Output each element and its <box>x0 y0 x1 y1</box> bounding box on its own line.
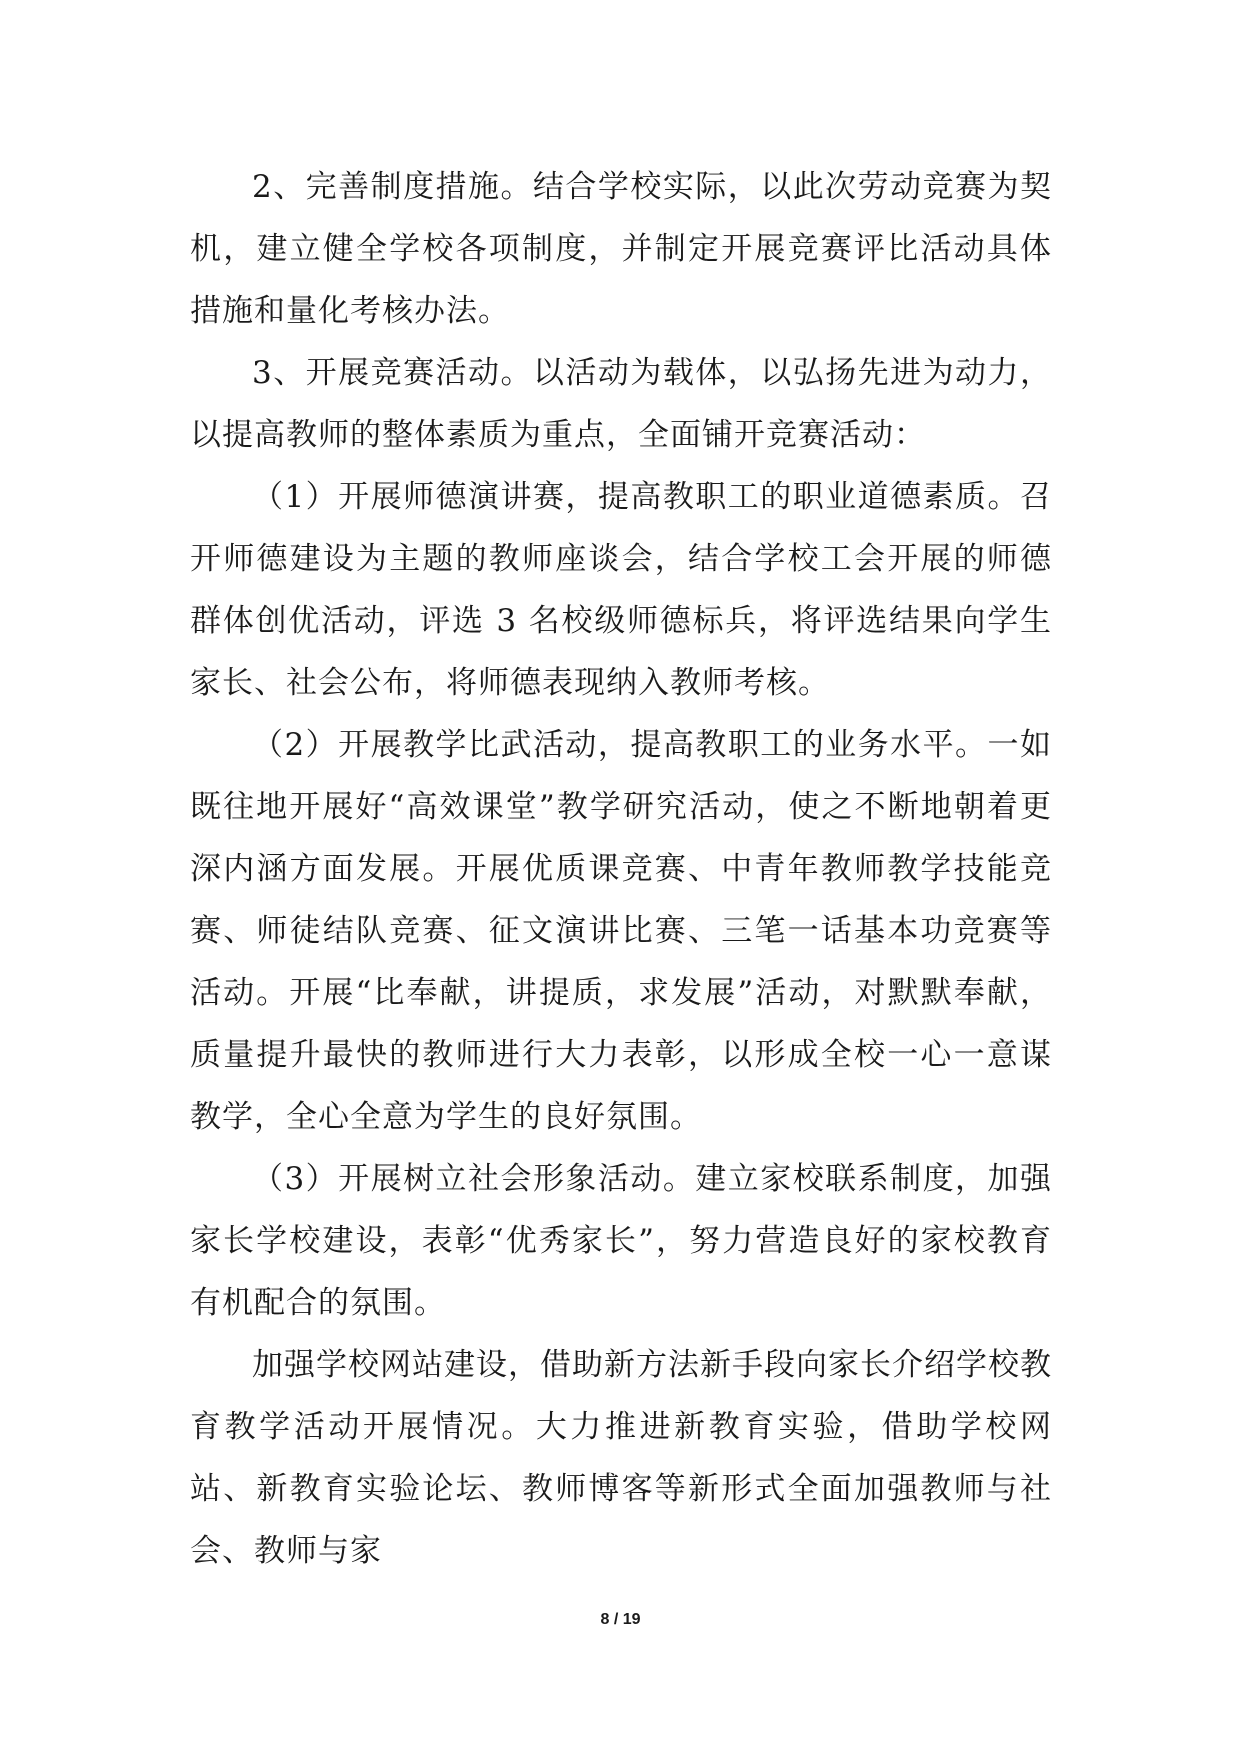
paragraph-social-image: （3）开展树立社会形象活动。建立家校联系制度，加强家长学校建设，表彰“优秀家长”，努力营造良好的家校教育有机配合的氛围。 <box>190 1161 1052 1321</box>
paragraph-improve-system: 2、完善制度措施。结合学校实际，以此次劳动竞赛为契机，建立健全学校各项制度，并制定开展竞赛评比活动具体措施和量化考核办法。 <box>190 169 1052 329</box>
paragraph-school-website: 加强学校网站建设，借助新方法新手段向家长介绍学校教育教学活动开展情况。大力推进新教育实验，借助学校网站、新教育实验论坛、教师博客等新形式全面加强教师与社会、教师与家 <box>190 1347 1052 1569</box>
paragraph-teaching-contest: （2）开展教学比武活动，提高教职工的业务水平。一如既往地开展好“高效课堂”教学研究活动，使之不断地朝着更深内涵方面发展。开展优质课竞赛、中青年教师教学技能竞赛、师徒结队竞赛、征文演讲比赛、三笔一话基本功竞赛等活动。开展“比奉献，讲提质，求发展”活动，对默默奉献，质量提升最快的教师进行大力表彰，以形成全校一心一意谋教学，全心全意为学生的良好氛围。 <box>190 727 1052 1135</box>
document-body <box>190 156 1052 1582</box>
paragraph-competition-activities: 3、开展竞赛活动。以活动为载体，以弘扬先进为动力，以提高教师的整体素质为重点，全面铺开竞赛活动： <box>190 355 1052 453</box>
page-number: 8 / 19 <box>600 1611 641 1628</box>
paragraph-ethics-speech: （1）开展师德演讲赛，提高教职工的职业道德素质。召开师德建设为主题的教师座谈会，结合学校工会开展的师德群体创优活动，评选 3 名校级师德标兵，将评选结果向学生家长、社会公布，将师德表现纳入教师考核。 <box>190 479 1052 701</box>
